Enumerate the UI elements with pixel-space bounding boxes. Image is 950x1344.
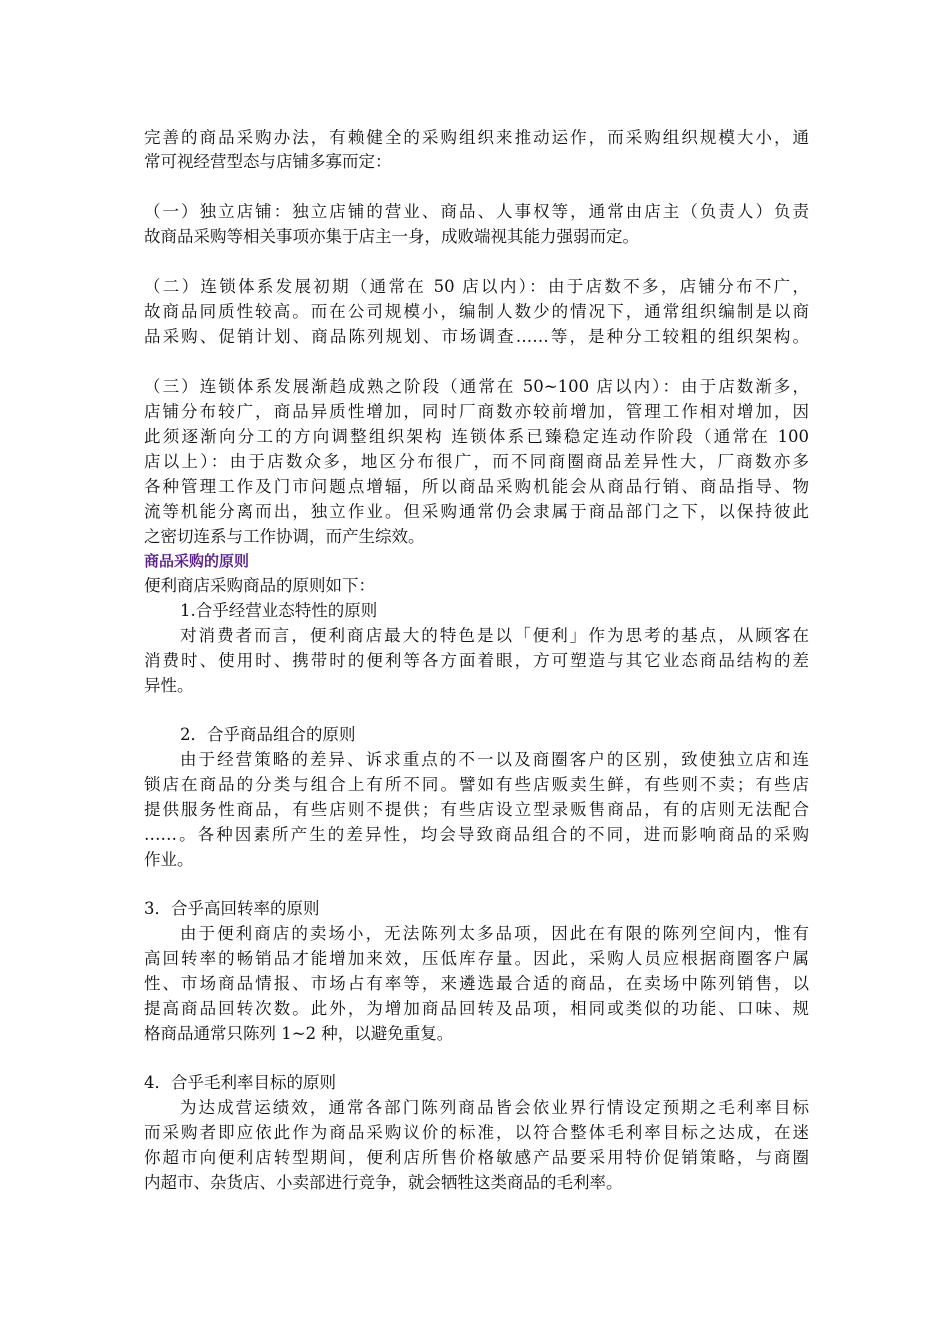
text-line: （一）独立店铺：独立店铺的营业、商品、人事权等，通常由店主（负责人）负责 bbox=[144, 202, 809, 221]
text-line: 对消费者而言，便利商店最大的特色是以「便利」作为思考的基点，从顾客在 bbox=[180, 626, 809, 645]
text-line: 异性。 bbox=[144, 676, 194, 695]
text-line: 由于经营策略的差异、诉求重点的不一以及商圈客户的区别，致使独立店和连 bbox=[180, 750, 809, 769]
text-line: 为达成营运绩效，通常各部门陈列商品皆会依业界行情设定预期之毛利率目标 bbox=[180, 1098, 809, 1117]
text-line: 流等机能分离而出，独立作业。但采购通常仍会隶属于商品部门之下，以保持彼此 bbox=[144, 502, 809, 521]
text-line: 完善的商品采购办法，有赖健全的采购组织来推动运作，而采购组织规模大小，通 bbox=[144, 128, 809, 147]
text-line: 你超市向便利店转型期间，便利店所售价格敏感产品要采用特价促销策略，与商圈 bbox=[144, 1148, 809, 1167]
principle-title: 4．合乎毛利率目标的原则 bbox=[144, 1073, 336, 1092]
text-line: 格商品通常只陈列 1~2 种，以避免重复。 bbox=[144, 1024, 454, 1043]
text-line: 店铺分布较广，商品异质性增加，同时厂商数亦较前增加，管理工作相对增加，因 bbox=[144, 402, 809, 421]
text-line: 锁店在商品的分类与组合上有所不同。譬如有些店贩卖生鲜，有些则不卖；有些店 bbox=[144, 775, 809, 794]
text-line: ……。各种因素所产生的差异性，均会导致商品组合的不同，进而影响商品的采购 bbox=[144, 825, 809, 844]
text-line: （三）连锁体系发展渐趋成熟之阶段（通常在 50~100 店以内）：由于店数渐多， bbox=[144, 377, 809, 396]
text-line: 提高商品回转次数。此外，为增加商品回转及品项，相同或类似的功能、口味、规 bbox=[144, 999, 809, 1018]
text-line: （二）连锁体系发展初期（通常在 50 店以内）：由于店数不多，店铺分布不广， bbox=[144, 277, 809, 296]
text-line: 性、市场商品情报、市场占有率等，来遴选最合适的商品，在卖场中陈列销售，以 bbox=[144, 974, 809, 993]
text-line: 故商品采购等相关事项亦集于店主一身，成败端视其能力强弱而定。 bbox=[144, 227, 639, 246]
text-line: 故商品同质性较高。而在公司规模小，编制人数少的情况下，通常组织编制是以商 bbox=[144, 302, 809, 321]
text-line: 内超市、杂货店、小卖部进行竞争，就会牺牲这类商品的毛利率。 bbox=[144, 1173, 623, 1192]
text-line: 店以上）：由于店数众多，地区分布很广，而不同商圈商品差异性大，厂商数亦多 bbox=[144, 452, 809, 471]
principle-title: 1.合乎经营业态特性的原则 bbox=[180, 601, 378, 620]
text-line: 便利商店采购商品的原则如下： bbox=[144, 576, 375, 595]
text-line: 高回转率的畅销品才能增加来效，压低库存量。因此，采购人员应根据商圈客户属 bbox=[144, 949, 809, 968]
text-line: 而采购者即应依此作为商品采购议价的标准，以符合整体毛利率目标之达成，在迷 bbox=[144, 1123, 809, 1142]
text-line: 此须逐渐向分工的方向调整组织架构 连锁体系已臻稳定连动作阶段（通常在 100 bbox=[144, 427, 809, 446]
text-line: 常可视经营型态与店铺多寡而定： bbox=[144, 152, 392, 171]
text-line: 消费时、使用时、携带时的便利等各方面着眼，方可塑造与其它业态商品结构的差 bbox=[144, 651, 809, 670]
principle-title: 2．合乎商品组合的原则 bbox=[180, 725, 356, 744]
text-line: 之密切连系与工作协调，而产生综效。 bbox=[144, 527, 425, 546]
text-line: 作业。 bbox=[144, 850, 194, 869]
principle-title: 3．合乎高回转率的原则 bbox=[144, 899, 320, 918]
text-line: 由于便利商店的卖场小，无法陈列太多品项，因此在有限的陈列空间内，惟有 bbox=[180, 924, 809, 943]
text-line: 品采购、促销计划、商品陈列规划、市场调查……等，是种分工较粗的组织架构。 bbox=[144, 327, 809, 346]
text-line: 提供服务性商品，有些店则不提供；有些店设立型录贩售商品，有的店则无法配合 bbox=[144, 800, 809, 819]
section-heading: 商品采购的原则 bbox=[144, 552, 250, 570]
text-line: 各种管理工作及门市问题点增辐，所以商品采购机能会从商品行销、商品指导、物 bbox=[144, 477, 809, 496]
